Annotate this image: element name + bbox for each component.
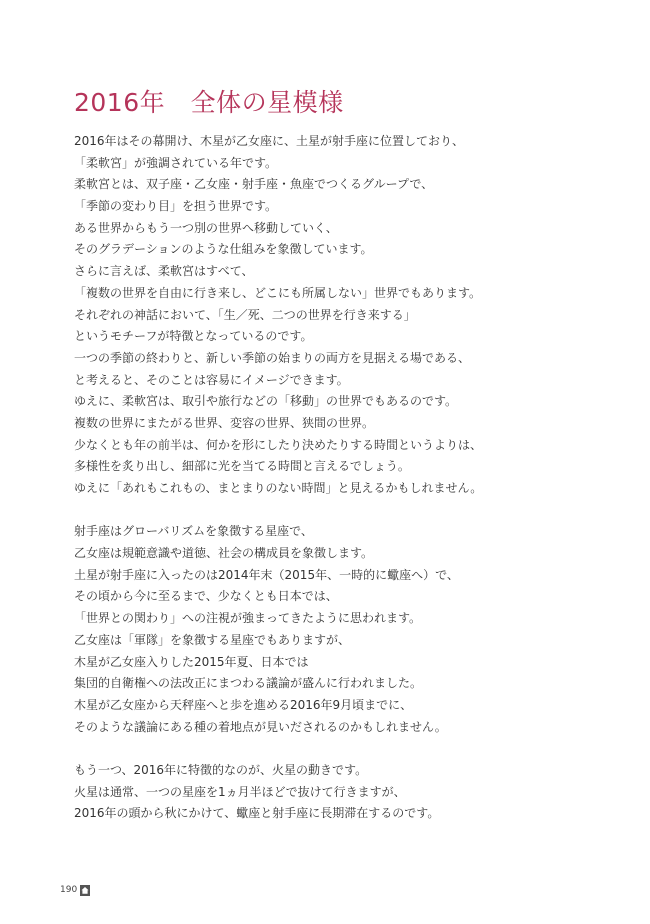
text-line: 乙女座は規範意識や道徳、社会の構成員を象徴します。 <box>74 546 374 561</box>
text-line: と考えると、そのことは容易にイメージできます。 <box>74 372 349 387</box>
text-line: 射手座はグローバリズムを象徴する星座で、 <box>74 524 313 539</box>
text-line: ゆえに「あれもこれもの、まとまりのない時間」と見えるかもしれません。 <box>74 481 483 495</box>
text-line: 2016年の頭から秋にかけて、蠍座と射手座に長期滞在するのです。 <box>74 806 440 821</box>
text-line: さらに言えば、柔軟宮はすべて、 <box>74 264 254 279</box>
text-line: 乙女座は「軍隊」を象徴する星座でもありますが、 <box>74 632 351 647</box>
text-line: 木星が乙女座入りした2015年夏、日本では <box>74 654 309 669</box>
text-line: その頃から今に至るまで、少なくとも日本では、 <box>74 589 338 604</box>
body-text <box>74 131 614 825</box>
page-title: 2016年 全体の星模様 <box>74 88 344 117</box>
house-icon <box>80 885 90 896</box>
text-line: ある世界からもう一つ別の世界へ移動していく、 <box>74 220 338 235</box>
text-line: というモチーフが特徴となっているのです。 <box>74 329 313 344</box>
text-line: 「複数の世界を自由に行き来し、どこにも所属しない」世界でもあります。 <box>74 285 482 300</box>
page-footer <box>60 884 90 896</box>
text-line: 木星が乙女座から天秤座へと歩を進める2016年9月頃までに、 <box>74 697 413 712</box>
text-line: 一つの季節の終わりと、新しい季節の始まりの両方を見据える場である、 <box>74 350 471 365</box>
text-line: 2016年はその幕開け、木星が乙女座に、土星が射手座に位置しており、 <box>74 134 465 148</box>
text-line: ゆえに、柔軟宮は、取引や旅行などの「移動」の世界でもあるのです。 <box>74 394 458 409</box>
text-line: 「季節の変わり目」を担う世界です。 <box>74 199 278 214</box>
text-line: 多様性を炙り出し、細部に光を当てる時間と言えるでしょう。 <box>74 459 410 474</box>
text-line: そのような議論にある種の着地点が見いだされるのかもしれません。 <box>74 719 447 734</box>
paragraph <box>74 131 614 500</box>
paragraph-gap <box>74 500 614 522</box>
text-line: もう一つ、2016年に特徴的なのが、火星の動きです。 <box>74 762 368 777</box>
text-line: 集団的自衛権への法改正にまつわる議論が盛んに行われました。 <box>74 676 423 691</box>
text-line: 土星が射手座に入ったのは2014年末（2015年、一時的に蠍座へ）で、 <box>74 567 459 582</box>
text-line: 「世界との関わり」への注視が強まってきたように思われます。 <box>74 611 422 626</box>
page-number: 190 <box>60 885 78 895</box>
text-line: 「柔軟宮」が強調されている年です。 <box>74 155 278 170</box>
text-line: 柔軟宮とは、双子座・乙女座・射手座・魚座でつくるグループで、 <box>74 177 434 192</box>
paragraph <box>74 521 614 738</box>
paragraph <box>74 760 614 825</box>
text-line: そのグラデーションのような仕組みを象徴しています。 <box>74 242 373 257</box>
text-line: 複数の世界にまたがる世界、変容の世界、狭間の世界。 <box>74 415 375 430</box>
text-line: それぞれの神話において、「生／死、二つの世界を行き来する」 <box>74 307 416 322</box>
text-line: 火星は通常、一つの星座を1ヵ月半ほどで抜けて行きますが、 <box>74 784 406 799</box>
paragraph-gap <box>74 738 614 760</box>
text-line: 少なくとも年の前半は、何かを形にしたり決めたりする時間というよりは、 <box>74 437 483 452</box>
